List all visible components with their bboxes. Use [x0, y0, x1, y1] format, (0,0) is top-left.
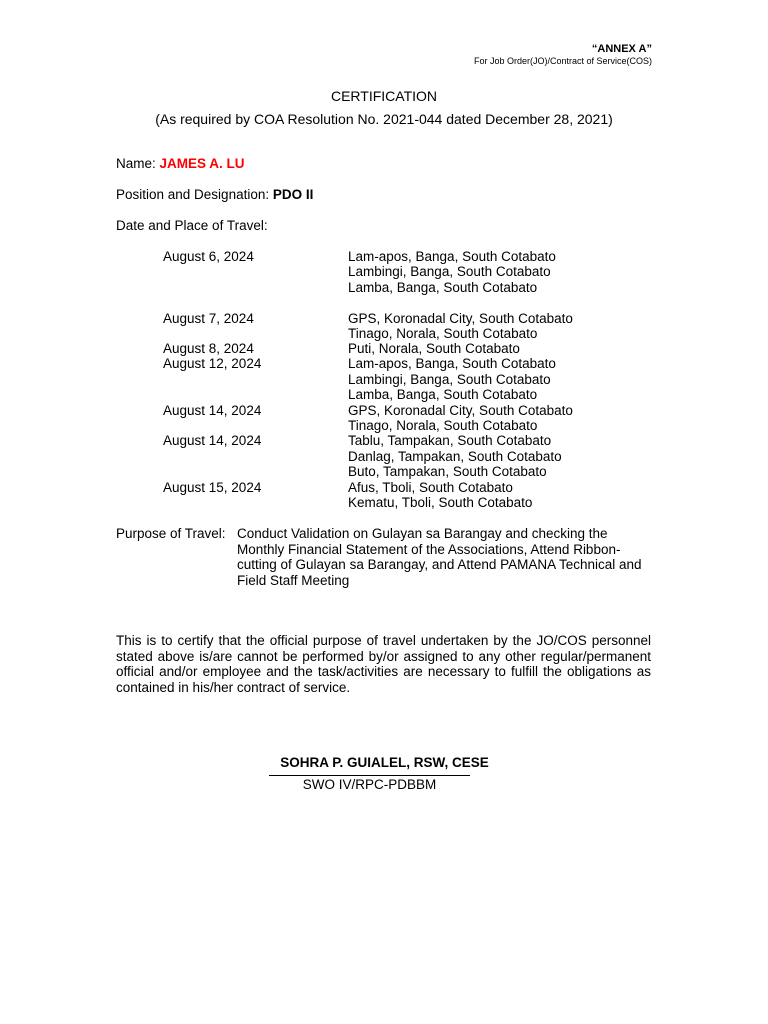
travel-date: August 12, 2024: [163, 356, 262, 371]
certification-subtitle: (As required by COA Resolution No. 2021-044 dated December 28, 2021): [155, 111, 613, 127]
travel-place: Tablu, Tampakan, South Cotabato: [348, 433, 552, 448]
travel-place: Lamba, Banga, South Cotabato: [348, 280, 538, 295]
travel-place: Danlag, Tampakan, South Cotabato: [348, 449, 562, 464]
name-label: Name:: [116, 156, 156, 171]
position-field: [116, 187, 313, 202]
position-value: PDO II: [272, 187, 314, 202]
travel-place: Lambingi, Banga, South Cotabato: [348, 264, 551, 279]
travel-place: Tinago, Norala, South Cotabato: [348, 326, 538, 341]
travel-label: Date and Place of Travel:: [116, 218, 268, 233]
certification-statement: This is to certify that the official purpose of travel undertaken by the JO/COS personnel stated above is/are cannot be performed by/or assigned to any other regular/permanent official and/or employee and the task/activities are necessary to fulfill the obligations as contained in his/her contract of service.: [116, 633, 651, 695]
travel-place: Puti, Norala, South Cotabato: [348, 341, 520, 356]
annex-subtitle: For Job Order(JO)/Contract of Service(COS): [473, 56, 652, 66]
name-value: JAMES A. LU: [159, 156, 245, 171]
signature-line: [269, 775, 470, 776]
purpose-text: Conduct Validation on Gulayan sa Barangay and checking the Monthly Financial Statement of the Associations, Attend Ribbon-cutting of Gulayan sa Barangay, and Attend PAMANA Technical and Field Staff Meeting: [237, 526, 642, 588]
travel-place: Buto, Tampakan, South Cotabato: [348, 464, 547, 479]
travel-place: Tinago, Norala, South Cotabato: [348, 418, 538, 433]
travel-date: August 7, 2024: [163, 311, 254, 326]
purpose-label: Purpose of Travel:: [116, 526, 226, 541]
travel-place: Kematu, Tboli, South Cotabato: [348, 495, 533, 510]
travel-date: August 8, 2024: [163, 341, 254, 356]
travel-date: August 14, 2024: [163, 403, 262, 418]
travel-place: GPS, Koronadal City, South Cotabato: [348, 311, 573, 326]
signatory-title: SWO IV/RPC-PDBBM: [302, 777, 437, 792]
travel-place: Lam-apos, Banga, South Cotabato: [348, 356, 556, 371]
travel-place: Lamba, Banga, South Cotabato: [348, 387, 538, 402]
travel-date: August 6, 2024: [163, 249, 254, 264]
travel-place: GPS, Koronadal City, South Cotabato: [348, 403, 573, 418]
name-field: [116, 156, 245, 171]
annex-title: “ANNEX A”: [591, 43, 652, 55]
certification-title: CERTIFICATION: [330, 88, 438, 104]
signatory-name: SOHRA P. GUIALEL, RSW, CESE: [280, 755, 489, 770]
travel-place: Afus, Tboli, South Cotabato: [348, 480, 513, 495]
travel-place: Lam-apos, Banga, South Cotabato: [348, 249, 556, 264]
position-label: Position and Designation:: [116, 187, 270, 202]
travel-date: August 14, 2024: [163, 433, 262, 448]
travel-place: Lambingi, Banga, South Cotabato: [348, 372, 551, 387]
travel-date: August 15, 2024: [163, 480, 262, 495]
